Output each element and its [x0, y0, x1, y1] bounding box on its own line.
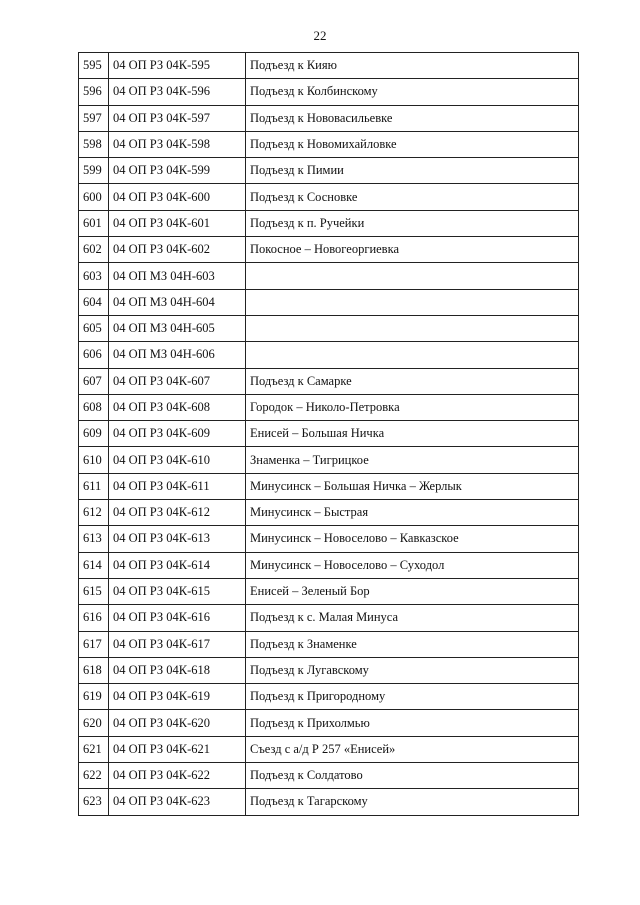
table-row	[79, 131, 579, 157]
road-name-cell: Подъезд к с. Малая Минуса	[246, 605, 579, 631]
table-row	[79, 605, 579, 631]
road-code-cell: 04 ОП РЗ 04К-618	[109, 657, 246, 683]
road-name-cell: Подъезд к п. Ручейки	[246, 210, 579, 236]
roads-table-body	[79, 53, 579, 816]
table-row	[79, 263, 579, 289]
row-number-cell: 617	[79, 631, 109, 657]
row-number-cell: 599	[79, 158, 109, 184]
road-name-cell: Енисей – Большая Ничка	[246, 421, 579, 447]
road-name-cell: Енисей – Зеленый Бор	[246, 578, 579, 604]
road-name-cell: Подъезд к Тагарскому	[246, 789, 579, 815]
road-code-cell: 04 ОП РЗ 04К-600	[109, 184, 246, 210]
road-name-cell	[246, 289, 579, 315]
table-row	[79, 158, 579, 184]
row-number-cell: 616	[79, 605, 109, 631]
road-code-cell: 04 ОП РЗ 04К-612	[109, 500, 246, 526]
road-name-cell: Подъезд к Пимии	[246, 158, 579, 184]
road-code-cell: 04 ОП РЗ 04К-617	[109, 631, 246, 657]
table-row	[79, 53, 579, 79]
road-name-cell: Подъезд к Знаменке	[246, 631, 579, 657]
table-row	[79, 736, 579, 762]
road-name-cell	[246, 315, 579, 341]
road-name-cell: Минусинск – Большая Ничка – Жерлык	[246, 473, 579, 499]
row-number-cell: 598	[79, 131, 109, 157]
road-code-cell: 04 ОП РЗ 04К-623	[109, 789, 246, 815]
row-number-cell: 615	[79, 578, 109, 604]
road-name-cell: Покосное – Новогеоргиевка	[246, 237, 579, 263]
table-row	[79, 105, 579, 131]
road-name-cell: Подъезд к Новомихайловке	[246, 131, 579, 157]
row-number-cell: 603	[79, 263, 109, 289]
row-number-cell: 610	[79, 447, 109, 473]
road-code-cell: 04 ОП РЗ 04К-610	[109, 447, 246, 473]
row-number-cell: 613	[79, 526, 109, 552]
road-name-cell: Подъезд к Лугавскому	[246, 657, 579, 683]
roads-table	[78, 52, 579, 816]
road-code-cell: 04 ОП РЗ 04К-619	[109, 684, 246, 710]
row-number-cell: 601	[79, 210, 109, 236]
road-code-cell: 04 ОП МЗ 04Н-604	[109, 289, 246, 315]
road-name-cell: Минусинск – Новоселово – Кавказское	[246, 526, 579, 552]
road-code-cell: 04 ОП РЗ 04К-596	[109, 79, 246, 105]
table-row	[79, 657, 579, 683]
row-number-cell: 602	[79, 237, 109, 263]
page-number: 22	[313, 28, 327, 43]
row-number-cell: 618	[79, 657, 109, 683]
road-code-cell: 04 ОП РЗ 04К-611	[109, 473, 246, 499]
road-name-cell: Подъезд к Нововасильевке	[246, 105, 579, 131]
road-name-cell: Подъезд к Колбинскому	[246, 79, 579, 105]
table-row	[79, 237, 579, 263]
table-row	[79, 342, 579, 368]
row-number-cell: 604	[79, 289, 109, 315]
road-code-cell: 04 ОП РЗ 04К-607	[109, 368, 246, 394]
row-number-cell: 606	[79, 342, 109, 368]
road-name-cell: Подъезд к Солдатово	[246, 763, 579, 789]
table-row	[79, 710, 579, 736]
row-number-cell: 621	[79, 736, 109, 762]
row-number-cell: 620	[79, 710, 109, 736]
row-number-cell: 612	[79, 500, 109, 526]
table-row	[79, 184, 579, 210]
row-number-cell: 623	[79, 789, 109, 815]
road-code-cell: 04 ОП РЗ 04К-608	[109, 394, 246, 420]
table-row	[79, 763, 579, 789]
row-number-cell: 600	[79, 184, 109, 210]
row-number-cell: 614	[79, 552, 109, 578]
table-row	[79, 631, 579, 657]
table-row	[79, 526, 579, 552]
road-code-cell: 04 ОП РЗ 04К-599	[109, 158, 246, 184]
road-name-cell	[246, 263, 579, 289]
road-code-cell: 04 ОП РЗ 04К-616	[109, 605, 246, 631]
road-code-cell: 04 ОП РЗ 04К-622	[109, 763, 246, 789]
road-name-cell: Минусинск – Быстрая	[246, 500, 579, 526]
road-name-cell: Подъезд к Самарке	[246, 368, 579, 394]
road-name-cell: Городок – Николо-Петровка	[246, 394, 579, 420]
row-number-cell: 595	[79, 53, 109, 79]
row-number-cell: 597	[79, 105, 109, 131]
road-name-cell: Подъезд к Сосновке	[246, 184, 579, 210]
row-number-cell: 609	[79, 421, 109, 447]
road-code-cell: 04 ОП РЗ 04К-609	[109, 421, 246, 447]
road-code-cell: 04 ОП МЗ 04Н-605	[109, 315, 246, 341]
table-row	[79, 289, 579, 315]
road-code-cell: 04 ОП РЗ 04К-595	[109, 53, 246, 79]
road-name-cell	[246, 342, 579, 368]
table-row	[79, 500, 579, 526]
table-row	[79, 552, 579, 578]
road-code-cell: 04 ОП РЗ 04К-614	[109, 552, 246, 578]
road-name-cell: Подъезд к Кияю	[246, 53, 579, 79]
table-row	[79, 210, 579, 236]
road-code-cell: 04 ОП МЗ 04Н-603	[109, 263, 246, 289]
road-name-cell: Подъезд к Пригородному	[246, 684, 579, 710]
row-number-cell: 608	[79, 394, 109, 420]
road-code-cell: 04 ОП РЗ 04К-602	[109, 237, 246, 263]
row-number-cell: 607	[79, 368, 109, 394]
row-number-cell: 605	[79, 315, 109, 341]
table-row	[79, 368, 579, 394]
road-name-cell: Подъезд к Прихолмью	[246, 710, 579, 736]
table-row	[79, 447, 579, 473]
road-name-cell: Знаменка – Тигрицкое	[246, 447, 579, 473]
row-number-cell: 622	[79, 763, 109, 789]
row-number-cell: 611	[79, 473, 109, 499]
table-row	[79, 421, 579, 447]
table-row	[79, 79, 579, 105]
road-code-cell: 04 ОП РЗ 04К-620	[109, 710, 246, 736]
road-code-cell: 04 ОП РЗ 04К-615	[109, 578, 246, 604]
road-name-cell: Съезд с а/д Р 257 «Енисей»	[246, 736, 579, 762]
road-code-cell: 04 ОП РЗ 04К-601	[109, 210, 246, 236]
table-row	[79, 578, 579, 604]
road-code-cell: 04 ОП РЗ 04К-621	[109, 736, 246, 762]
row-number-cell: 619	[79, 684, 109, 710]
road-name-cell: Минусинск – Новоселово – Суходол	[246, 552, 579, 578]
row-number-cell: 596	[79, 79, 109, 105]
table-row	[79, 473, 579, 499]
table-row	[79, 684, 579, 710]
table-row	[79, 789, 579, 815]
road-code-cell: 04 ОП РЗ 04К-597	[109, 105, 246, 131]
road-code-cell: 04 ОП МЗ 04Н-606	[109, 342, 246, 368]
table-row	[79, 315, 579, 341]
road-code-cell: 04 ОП РЗ 04К-598	[109, 131, 246, 157]
road-code-cell: 04 ОП РЗ 04К-613	[109, 526, 246, 552]
table-row	[79, 394, 579, 420]
